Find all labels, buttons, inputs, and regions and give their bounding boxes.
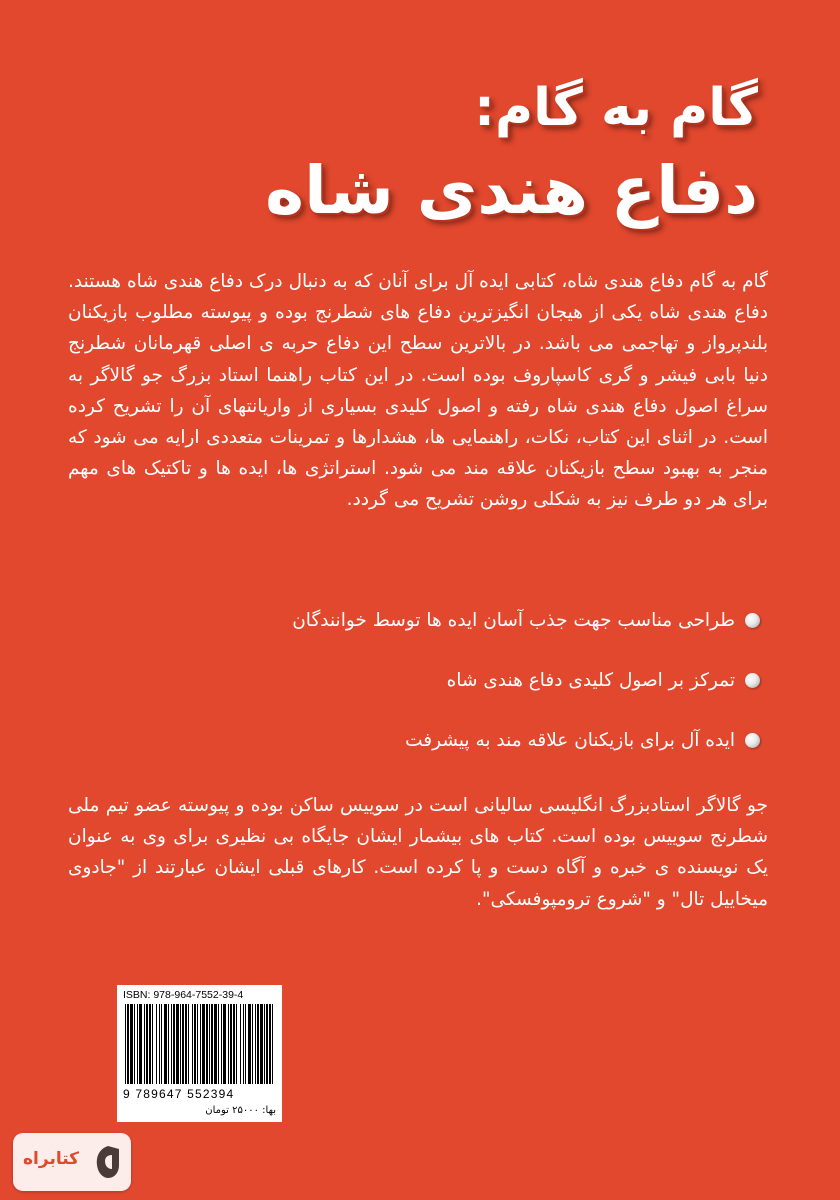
bullet-icon [745, 733, 760, 748]
book-logo-icon [93, 1143, 123, 1181]
bullet-icon [745, 613, 760, 628]
barcode-panel [117, 985, 282, 1122]
feature-item [447, 670, 760, 691]
feature-text: تمرکز بر اصول کلیدی دفاع هندی شاه [446, 670, 735, 691]
feature-item [405, 730, 760, 751]
author-paragraph: جو گالاگر استادبزرگ انگلیسی سالیانی است در سوییس ساکن بوده و پیوسته عضو تیم ملی شطرنج سوییس بوده است. کتاب های بیشمار ایشان جایگاه بی نظیری برای وی به عنوان یک نویسنده ی خبره و آگاه دست و پا کرده است. کارهای قبلی ایشان عبارتند از "جادوی میخاییل تال" و "شروع ترومپوفسکی". [68, 795, 768, 910]
logo-text: کتابراه [23, 1149, 80, 1169]
description-paragraph: گام به گام دفاع هندی شاه، کتابی ایده آل برای آنان که به دنبال درک دفاع هندی شاه هستند. دفاع هندی شاه یکی از هیجان انگیزترین دفاع های شطرنج بوده و پیوسته مطلوب بازیکنان بلندپرواز و تهاجمی می باشد. در بالاترین سطح این دفاع حربه ی اصلی قهرمانان شطرنج دنیا بابی فیشر و گری کاسپاروف بوده است. در این کتاب راهنما استاد بزرگ جو گالاگر به سراغ اصول دفاع هندی شاه رفته و اصول کلیدی بسیاری از واریانتهای آن را تشریح کرده است. در اثنای این کتاب، نکات، راهنمایی ها، هشدارها و تمرینات متعددی ارایه می شود که منجر به بهبود سطح بازیکنان علاقه مند می شود. استراتژی ها، ایده ها و تاکتیک های مهم برای هر دو طرف نیز به شکلی روشن تشریح می گردد. [68, 271, 768, 511]
feature-text: طراحی مناسب جهت جذب آسان ایده ها توسط خوانندگان [292, 610, 735, 631]
price-label: بها: ۲۵۰۰۰ تومان [205, 1105, 276, 1116]
barcode-icon [123, 1004, 276, 1086]
feature-item [292, 610, 760, 631]
bullet-icon [745, 673, 760, 688]
isbn-label: ISBN: 978-964-7552-39-4 [123, 989, 244, 1001]
feature-text: ایده آل برای بازیکنان علاقه مند به پیشرفت [405, 730, 735, 751]
cover-subtitle: گام به گام: [474, 78, 758, 138]
barcode-digits: 9 789647 552394 [123, 1087, 235, 1101]
cover-title: دفاع هندی شاه [265, 152, 758, 229]
publisher-logo [13, 1133, 131, 1191]
